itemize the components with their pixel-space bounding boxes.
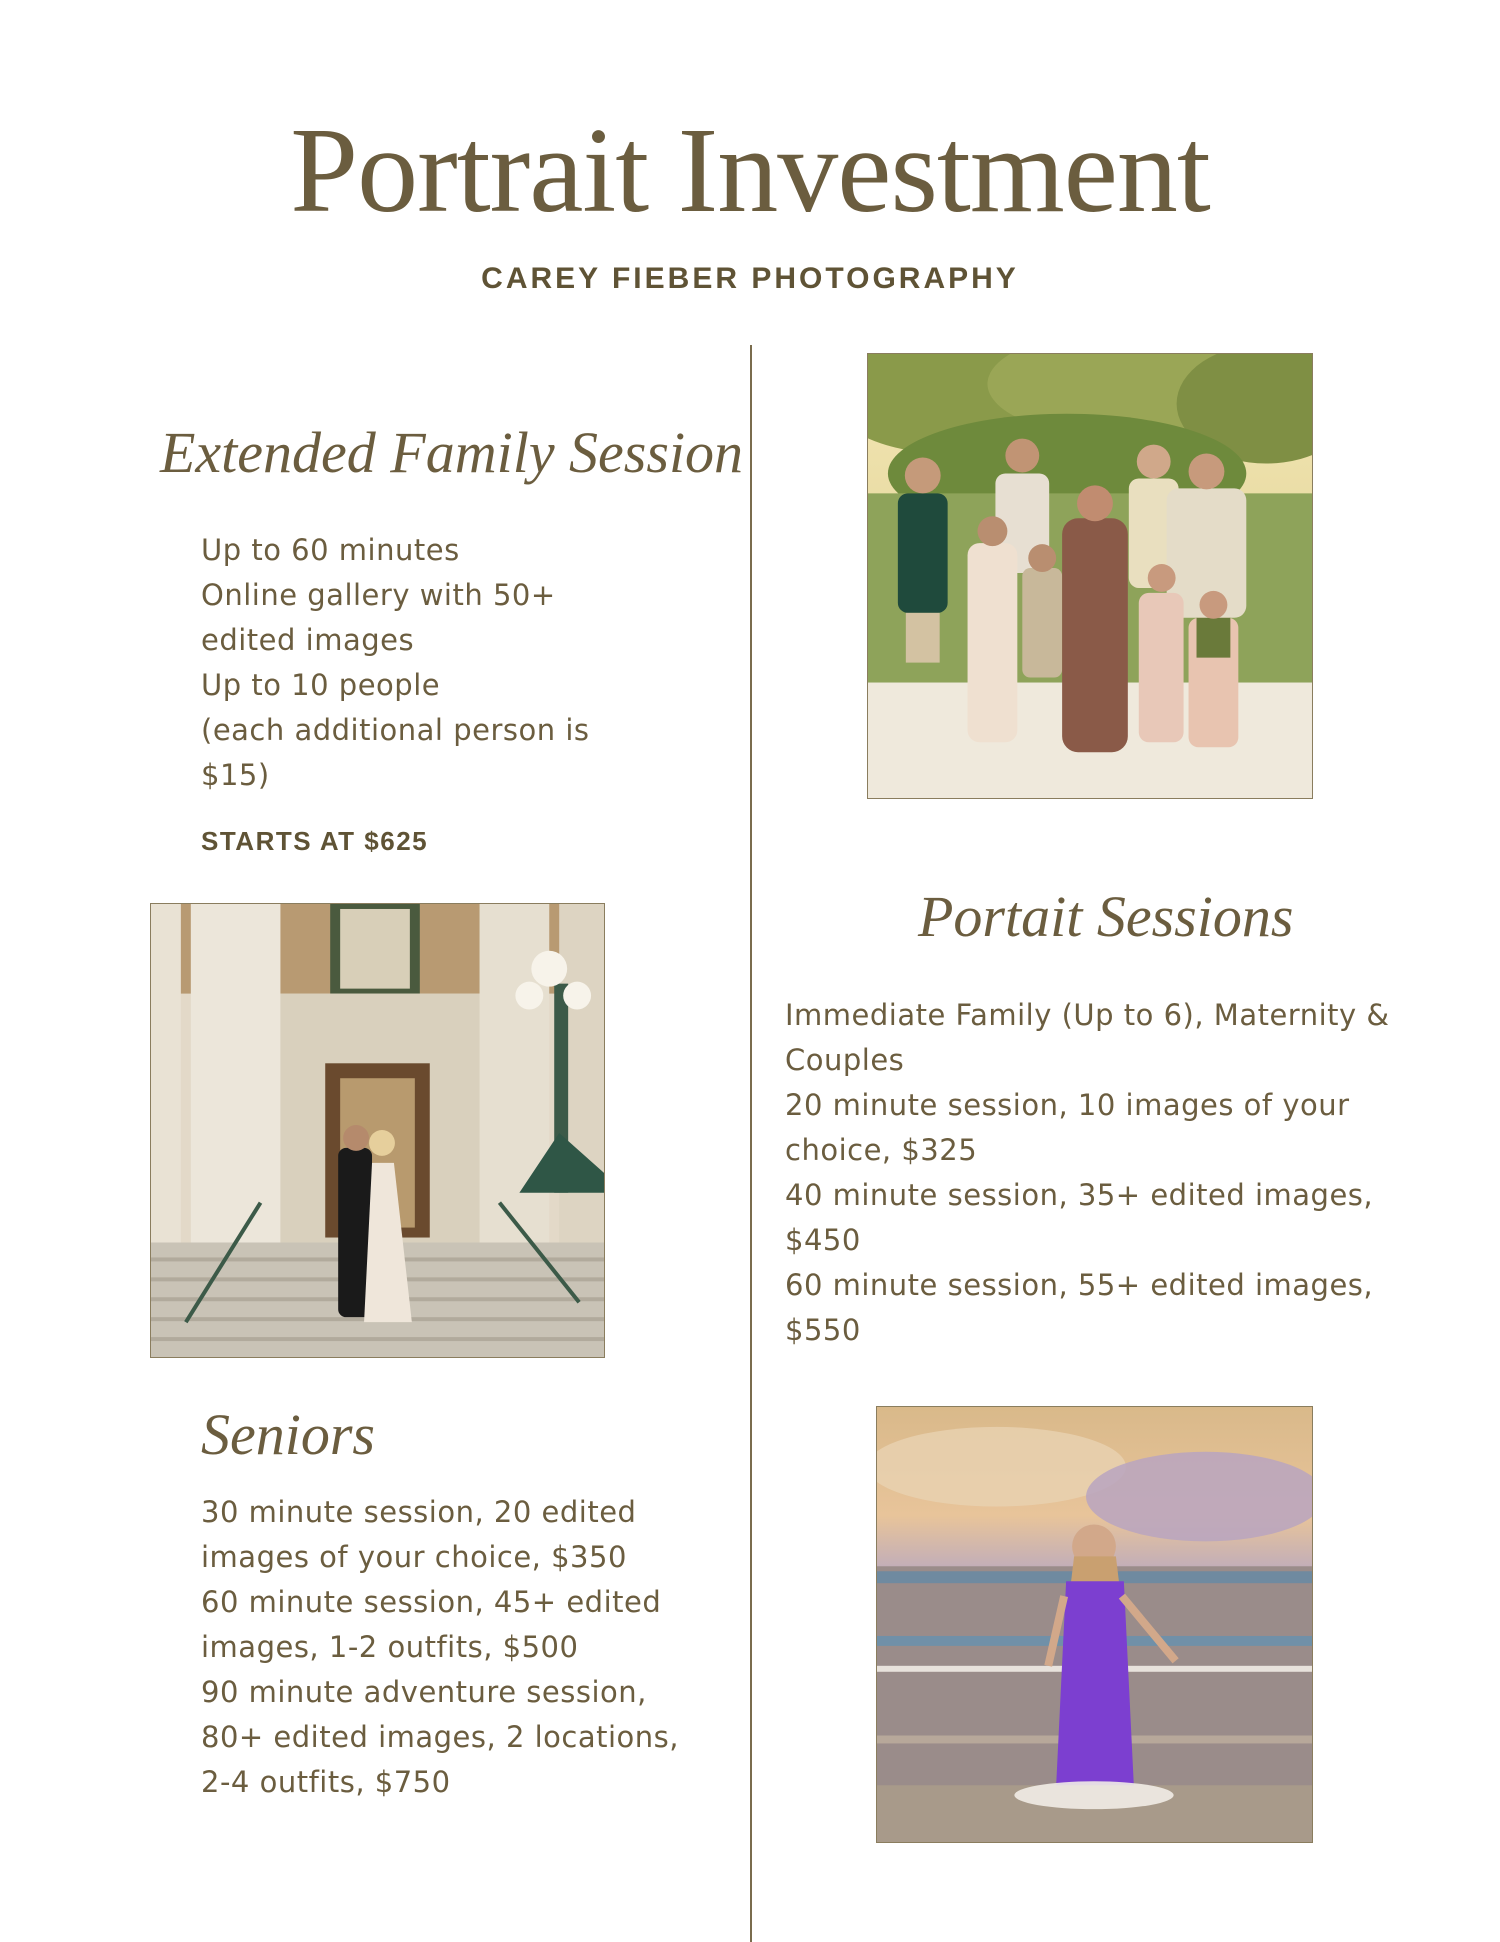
seniors-line: 30 minute session, 20 edited <box>201 1495 637 1529</box>
couple-courthouse-photo <box>150 903 605 1358</box>
portrait-sessions-line: Immediate Family (Up to 6), Maternity & <box>785 998 1390 1032</box>
extended-family-line: Up to 10 people <box>201 668 441 702</box>
seniors-line: 80+ edited images, 2 locations, <box>201 1720 679 1754</box>
seniors-details <box>201 1490 679 1805</box>
extended-family-title: Extended Family Session <box>160 420 744 485</box>
seniors-line: 90 minute adventure session, <box>201 1675 647 1709</box>
page-subtitle: CAREY FIEBER PHOTOGRAPHY <box>481 262 1019 295</box>
seniors-line: 2-4 outfits, $750 <box>201 1765 451 1799</box>
senior-ocean-photo <box>876 1406 1313 1843</box>
seniors-line: images, 1-2 outfits, $500 <box>201 1630 579 1664</box>
page-title: Portrait Investment <box>290 103 1210 238</box>
portrait-sessions-line: 40 minute session, 35+ edited images, <box>785 1178 1374 1212</box>
seniors-line: images of your choice, $350 <box>201 1540 627 1574</box>
extended-family-line: Online gallery with 50+ <box>201 578 556 612</box>
portrait-sessions-line: choice, $325 <box>785 1133 978 1167</box>
portrait-sessions-line: $450 <box>785 1223 861 1257</box>
portrait-sessions-line: Couples <box>785 1043 905 1077</box>
extended-family-line: $15) <box>201 758 270 792</box>
portrait-sessions-line: $550 <box>785 1313 861 1347</box>
column-divider <box>750 345 752 1942</box>
portrait-sessions-details <box>785 993 1390 1353</box>
portrait-sessions-line: 60 minute session, 55+ edited images, <box>785 1268 1374 1302</box>
seniors-line: 60 minute session, 45+ edited <box>201 1585 662 1619</box>
extended-family-details <box>201 528 590 798</box>
extended-family-price: STARTS AT $625 <box>201 826 429 856</box>
family-beach-photo <box>867 353 1313 799</box>
extended-family-line: Up to 60 minutes <box>201 533 460 567</box>
extended-family-line: (each additional person is <box>201 713 590 747</box>
portrait-sessions-title: Portait Sessions <box>918 884 1294 949</box>
seniors-title: Seniors <box>201 1402 375 1467</box>
extended-family-line: edited images <box>201 623 415 657</box>
portrait-sessions-line: 20 minute session, 10 images of your <box>785 1088 1350 1122</box>
